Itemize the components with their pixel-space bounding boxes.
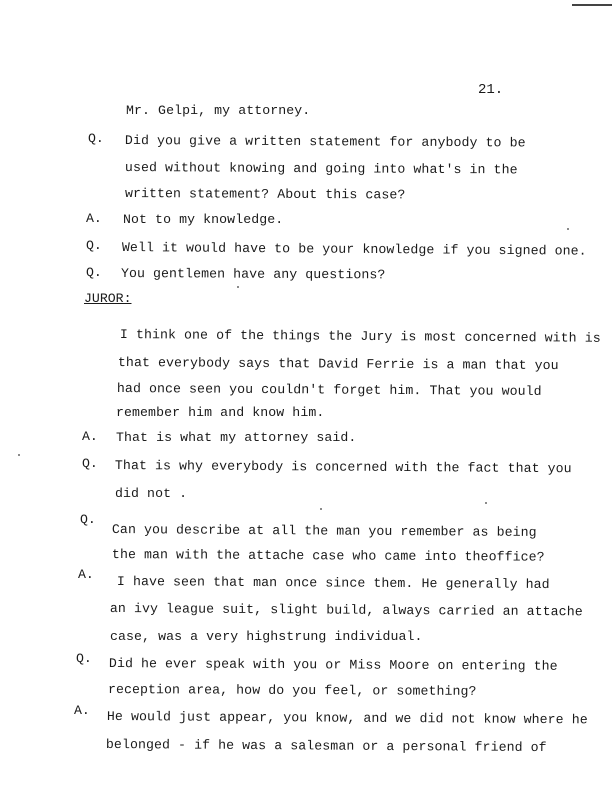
transcript-line: had once seen you couldn't forget him. That you would [116,381,542,399]
speaker-label-a: A. [86,211,102,226]
transcript-line: I have seen that man once since them. He generally had [116,574,550,593]
transcript-line: Not to my knowledge. [123,212,284,227]
scan-mark [572,4,612,6]
transcript-line: Mr. Gelpi, my attorney. [126,103,311,118]
transcript-line: used without knowing and going into what's in the [124,160,518,178]
transcript-line: belonged - if he was a salesman or a personal friend of [105,737,547,756]
speaker-label-a: A. [78,567,94,582]
transcript-line: That is why everybody is concerned with the fact that you [114,458,572,477]
transcript-line: I think one of the things the Jury is most concerned with is [119,327,601,346]
transcript-line: did not . [115,486,188,501]
transcript-line: case, was a very highstrung individual. [110,629,423,644]
speaker-label-q: Q. [82,456,98,471]
transcript-line: He would just appear, you know, and we did not know where he [106,709,588,728]
transcript-line: that everybody says that David Ferrie is a man that you [117,355,559,374]
transcript-line: Can you describe at all the man you remember as being [111,522,537,540]
transcript-line: written statement? About this case? [124,186,406,203]
transcript-line: reception area, how do you feel, or something? [107,682,477,699]
transcript-line: an ivy league suit, slight build, always carried an attache [109,601,583,620]
scan-speck [567,228,569,230]
transcript-line: the man with the attache case who came into theoffice? [111,547,545,565]
transcript-line: You gentlemen have any questions? [120,266,386,283]
speaker-label-q: Q. [88,131,104,146]
transcript-line: Did he ever speak with you or Miss Moore on entering the [108,656,558,674]
transcript-line: Did you give a written statement for anybody to be [124,133,526,151]
page-number: 21. [478,82,504,98]
speaker-label-q: Q. [86,238,102,253]
scan-speck [485,502,487,504]
speaker-label-juror: JUROR: [84,291,132,306]
transcript-line: That is what my attorney said. [116,430,357,445]
scan-speck [18,454,20,456]
transcript-line: Well it would have to be your knowledge if you signed one. [121,240,587,259]
speaker-label-q: Q. [80,512,96,527]
speaker-label-q: Q. [76,651,92,666]
speaker-label-a: A. [82,429,98,444]
speaker-label-q: Q. [86,265,102,280]
transcript-line: remember him and know him. [116,405,325,420]
speaker-label-a: A. [74,703,90,718]
scan-speck [320,508,322,510]
scan-speck [237,286,239,288]
